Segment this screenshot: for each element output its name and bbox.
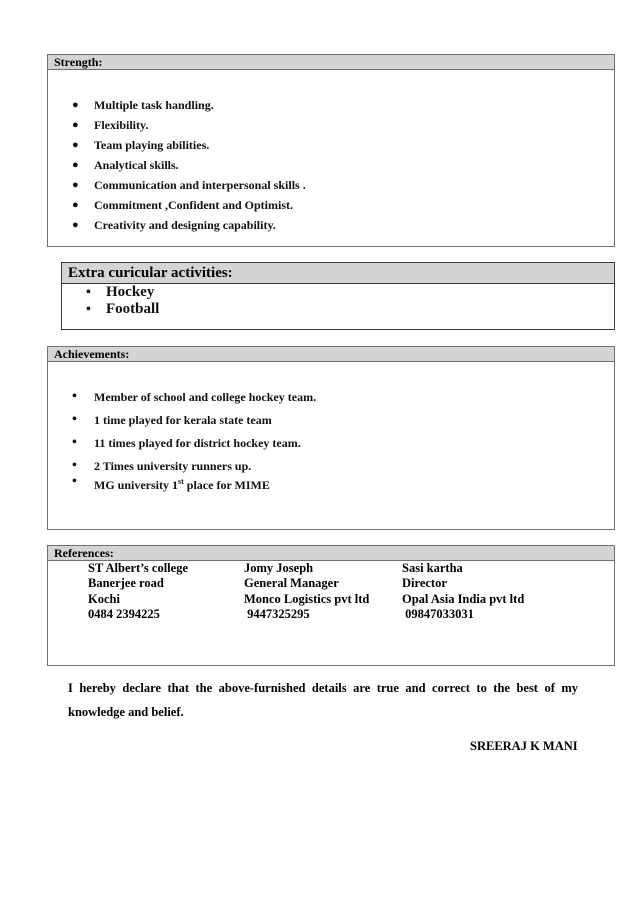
reference-line: Sasi kartha [402,561,463,575]
reference-line: 9447325295 [244,607,310,622]
reference-line: General Manager [244,576,339,591]
reference-line: Monco Logistics pvt ltd [244,591,370,606]
reference-column [88,561,188,623]
reference-line: 0484 2394225 [88,607,160,622]
signature-name: SREERAJ K MANI [470,739,578,753]
reference-line: ST Albert’s college [88,561,188,575]
strength-item: ● Multiple task handling. [48,97,614,117]
reference-line: 09847033031 [402,607,474,622]
strength-item: ● Flexibility. [48,117,614,137]
references-section [47,545,615,666]
strength-item: ● Team playing abilities. [48,137,614,157]
strength-item: ● Analytical skills. [48,157,614,177]
reference-line: Kochi [88,591,120,606]
extra-curricular-list [62,284,614,318]
achievements-list [48,362,614,490]
achievement-item: • Member of school and college hockey team. [48,389,614,412]
superscript-st: st [178,477,184,486]
strength-section [47,54,615,247]
achievement-item [48,474,614,490]
strength-heading: Strength: [48,55,614,70]
activity-item: • Hockey [62,284,614,301]
reference-column [402,561,524,623]
reference-line: Director [402,576,447,591]
activity-item: • Football [62,301,614,318]
achievement-item: • 11 times played for district hockey team. [48,435,614,458]
achievement-text: MG university 1 [94,478,178,492]
declaration-text: I hereby declare that the above-furnished details are true and correct to the best of my knowledge and belief. [68,681,578,719]
strength-item: ● Commitment ,Confident and Optimist. [48,197,614,217]
reference-column [244,561,369,623]
reference-line: Banerjee road [88,576,164,591]
reference-line: Jomy Joseph [244,561,314,575]
references-heading: References: [48,546,614,561]
strength-item: ● Communication and interpersonal skills . [48,177,614,197]
extra-curricular-heading: Extra curicular activities: [62,263,614,284]
achievement-item: • 1 time played for kerala state team [48,412,614,435]
reference-line: Opal Asia India pvt ltd [402,591,525,606]
extra-curricular-section [61,262,615,330]
achievement-item: • 2 Times university runners up. [48,458,614,474]
achievements-section [47,346,615,530]
achievement-text: place for MIME [183,478,270,492]
achievements-heading: Achievements: [48,347,614,362]
strength-list [48,70,614,237]
strength-item: ● Creativity and designing capability. [48,217,614,237]
